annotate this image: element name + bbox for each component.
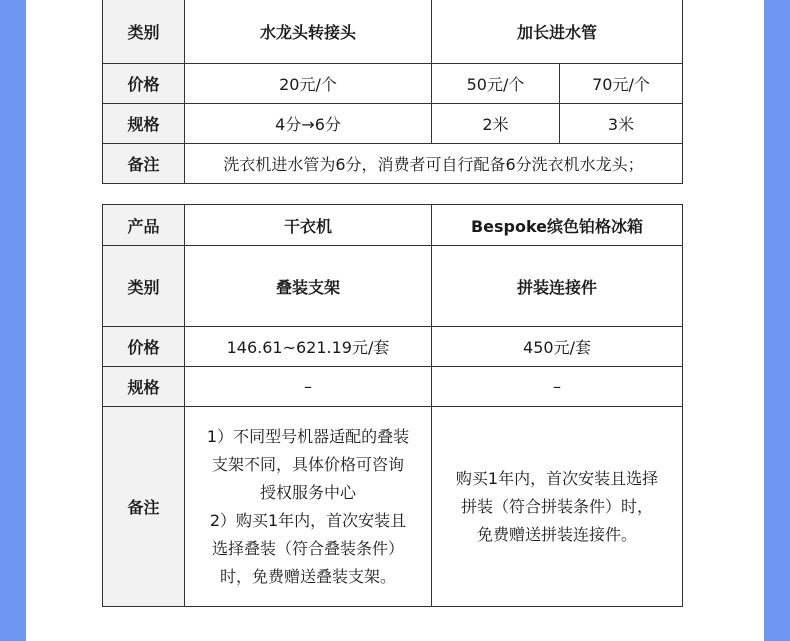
cell-price-connector: 450元/套 bbox=[432, 327, 683, 367]
row-header-note: 备注 bbox=[103, 144, 185, 184]
row-header-note: 备注 bbox=[103, 407, 185, 607]
cell-product-dryer: 干衣机 bbox=[185, 205, 432, 246]
cell-spec-connector: – bbox=[432, 367, 683, 407]
cell-spec-stacking-kit: – bbox=[185, 367, 432, 407]
row-header-price: 价格 bbox=[103, 327, 185, 367]
cell-price-hose-2m: 50元/个 bbox=[432, 64, 560, 104]
cell-note-stacking-kit: 1）不同型号机器适配的叠装 支架不同，具体价格可咨询 授权服务中心 2）购买1年内，首次安装且 选择叠装（符合叠装条件） 时，免费赠送叠装支架。 bbox=[185, 407, 432, 607]
table-row bbox=[103, 205, 683, 246]
table-row bbox=[103, 407, 683, 607]
row-header-price: 价格 bbox=[103, 64, 185, 104]
table-row bbox=[103, 144, 683, 184]
table-row bbox=[103, 367, 683, 407]
cell-price-adapter: 20元/个 bbox=[185, 64, 432, 104]
accessory-table-dryer-fridge bbox=[102, 204, 683, 607]
table-row bbox=[103, 64, 683, 104]
cell-note-connector: 购买1年内，首次安装且选择 拼装（符合拼装条件）时， 免费赠送拼装连接件。 bbox=[432, 407, 683, 607]
table-row bbox=[103, 0, 683, 64]
cell-spec-hose-2m: 2米 bbox=[432, 104, 560, 144]
cell-spec-hose-3m: 3米 bbox=[560, 104, 683, 144]
cell-category-connector: 拼装连接件 bbox=[432, 246, 683, 327]
accessory-table-washer bbox=[102, 0, 683, 184]
row-header-spec: 规格 bbox=[103, 104, 185, 144]
table-row bbox=[103, 104, 683, 144]
cell-product-fridge: Bespoke缤色铂格冰箱 bbox=[432, 205, 683, 246]
cell-price-stacking-kit: 146.61~621.19元/套 bbox=[185, 327, 432, 367]
row-header-category: 类别 bbox=[103, 246, 185, 327]
page bbox=[26, 0, 764, 641]
row-header-category: 类别 bbox=[103, 0, 185, 64]
row-header-product: 产品 bbox=[103, 205, 185, 246]
table-row bbox=[103, 327, 683, 367]
cell-product-extended-hose: 加长进水管 bbox=[432, 0, 683, 64]
table-row bbox=[103, 246, 683, 327]
cell-price-hose-3m: 70元/个 bbox=[560, 64, 683, 104]
row-header-spec: 规格 bbox=[103, 367, 185, 407]
cell-note-washer: 洗衣机进水管为6分，消费者可自行配备6分洗衣机水龙头； bbox=[185, 144, 683, 184]
cell-spec-adapter: 4分→6分 bbox=[185, 104, 432, 144]
cell-product-faucet-adapter: 水龙头转接头 bbox=[185, 0, 432, 64]
cell-category-stacking-kit: 叠装支架 bbox=[185, 246, 432, 327]
